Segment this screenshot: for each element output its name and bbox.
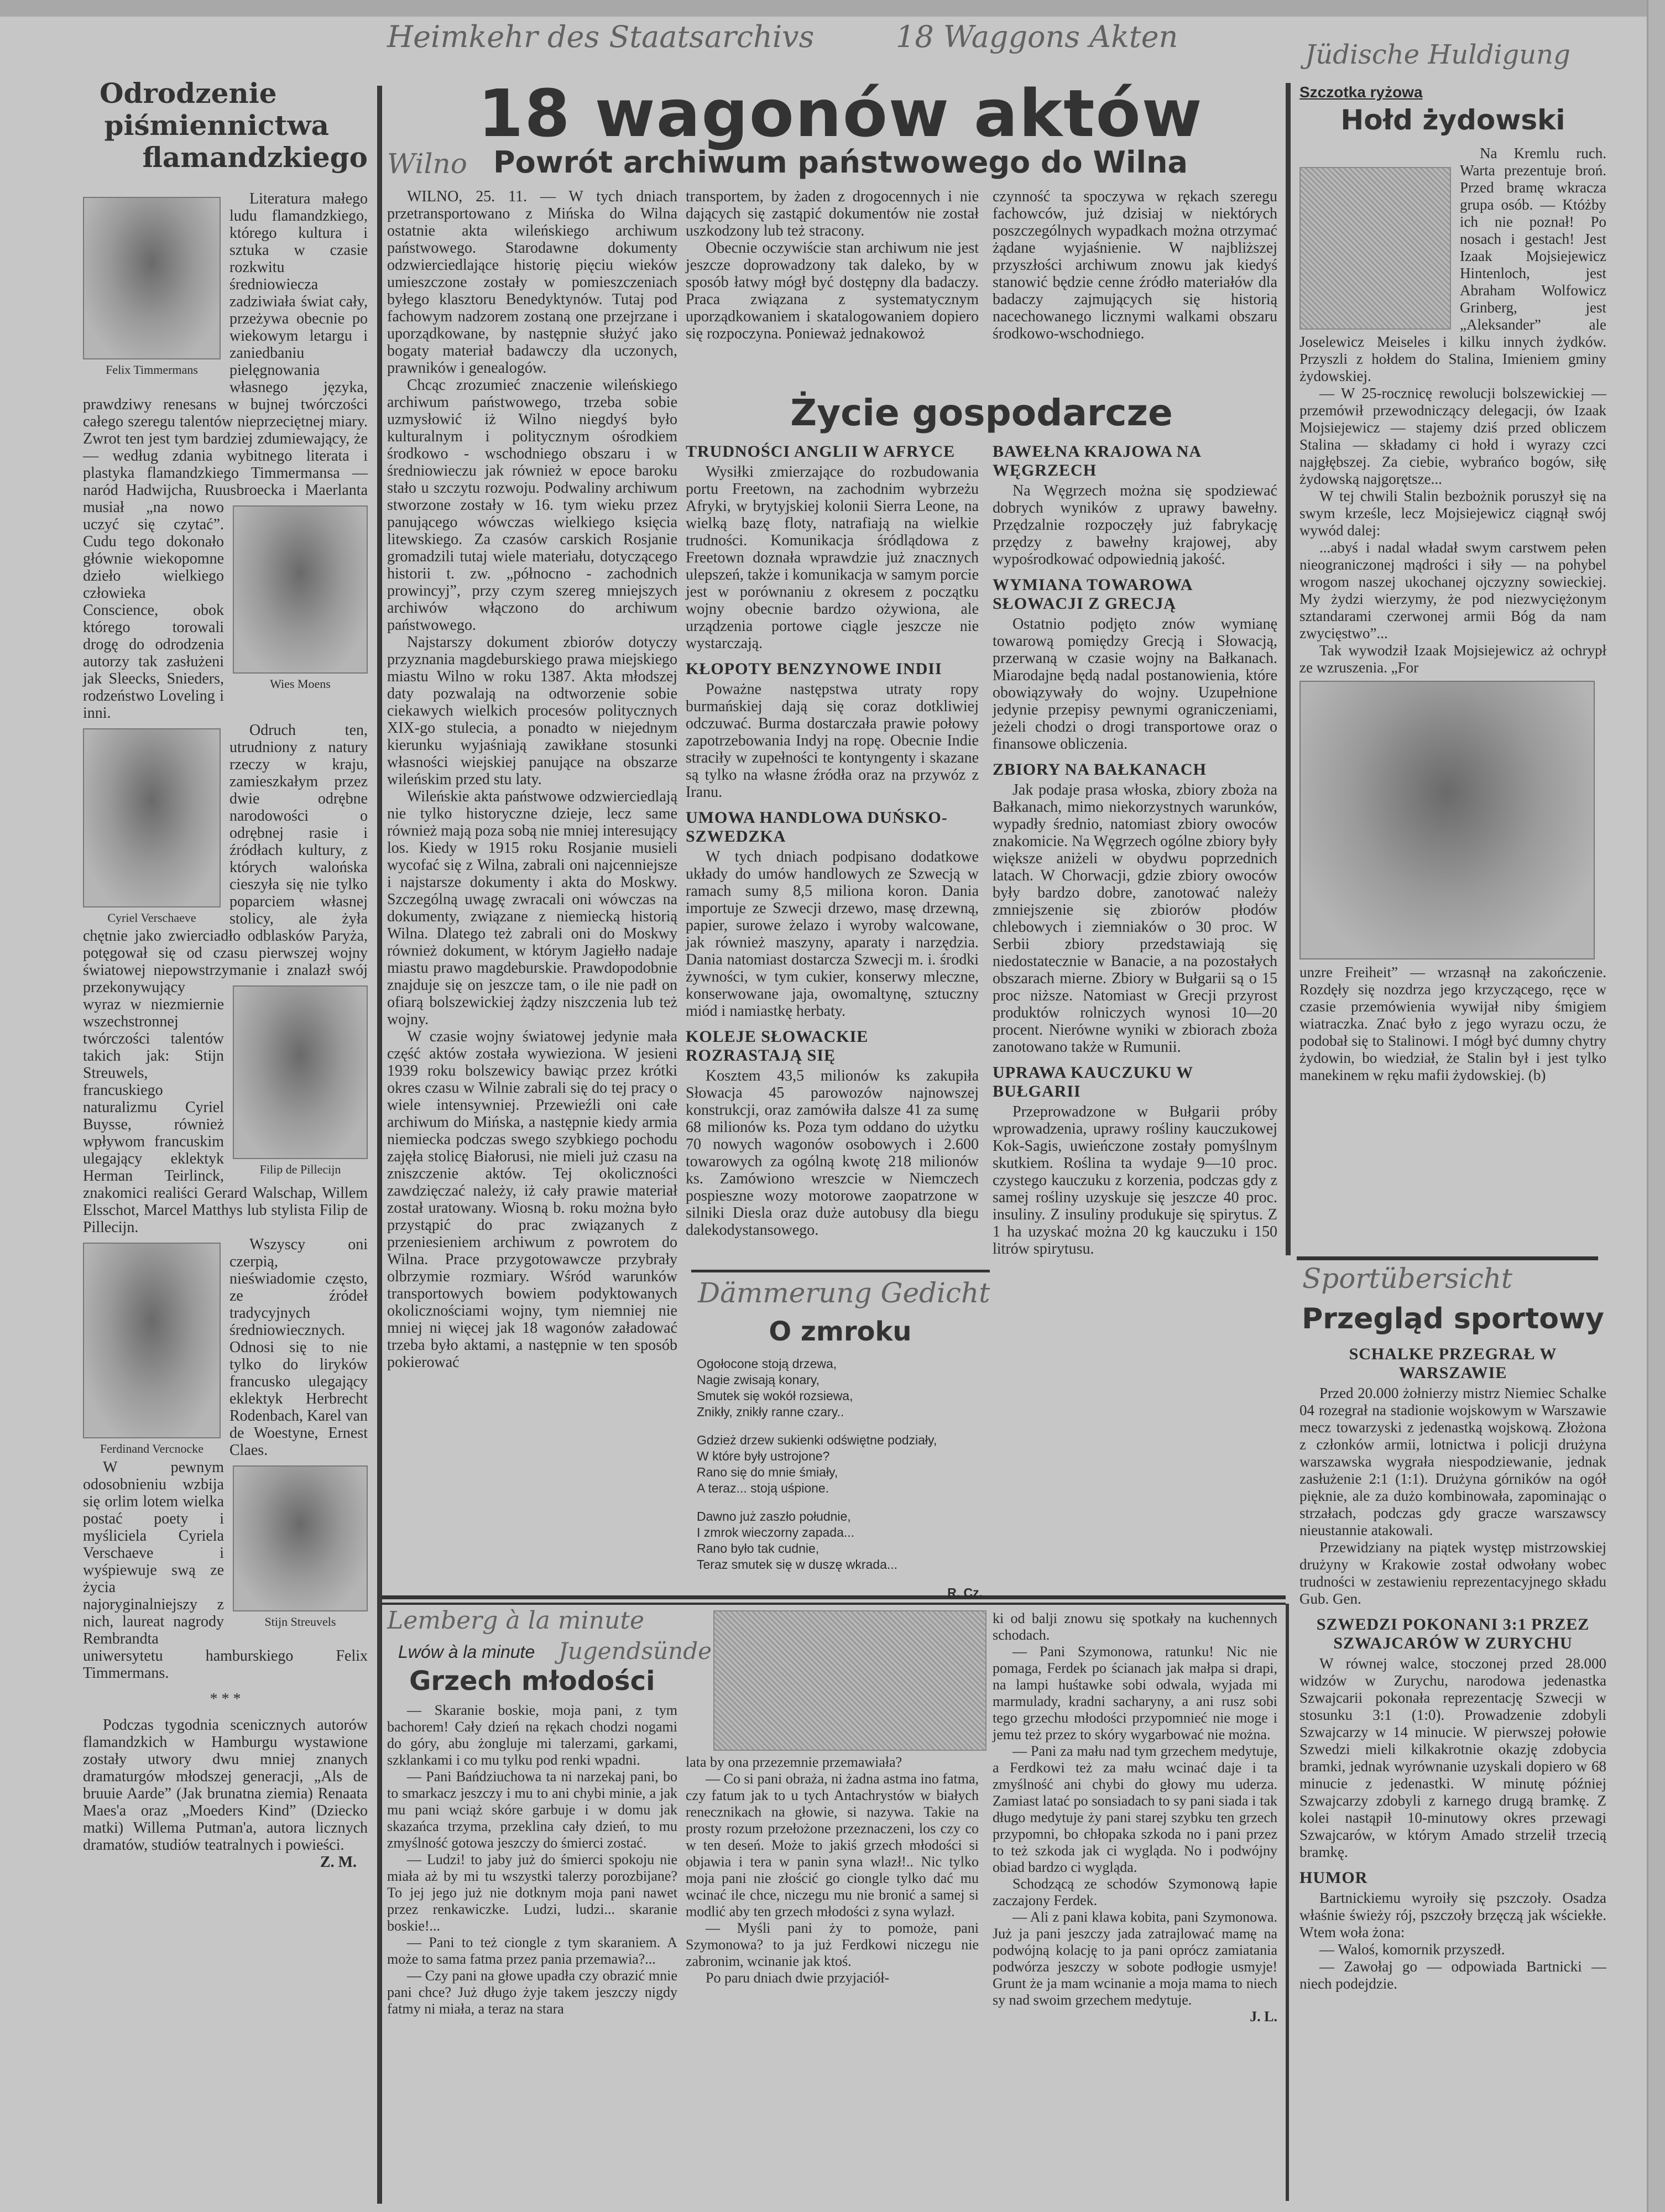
text: UPRAWA KAUCZUKU W BUŁGARII (993, 1063, 1193, 1100)
text: flamandzkiego (142, 141, 368, 174)
text: WYMIANA TOWAROWA SŁOWACJI Z GRECJĄ (993, 576, 1192, 613)
text: Odrodzenie (100, 77, 277, 109)
paragraph: Wileńskie akta państwowe odzwierciedlają nie tylko historyczne dzieje, lecz same również mają poza sobą nie mniej interesujący los. Kiedy w 1915 roku Rosjanie musieli wycofać się z Wilna, zabrali oni najcenniejsze i najstarsze dokumenty i akta do Moskwy. Szczególną uwagę zwracali oni wówczas na dokumenty, związane z niemiecką historią Wilna. Dlatego też zabrali oni do Moskwy również dokument, w którym Jagiełło nadaje miastu prawo magdeburskie. Prawdopodobnie znajduje się on jeszcze tam, o ile nie padł on ofiarą bolszewickiej żądzy niszczenia lub też wojny. (387, 788, 677, 1028)
paragraph: — Zawołaj go — odpowiada Bartnicki — niech podejdzie. (1299, 1958, 1606, 1992)
paragraph (83, 722, 368, 1236)
text: Ogołocone stoją drzewa, (697, 1357, 837, 1371)
text: Znikły, znikły ranne czary.. (697, 1405, 844, 1419)
text: piśmiennictwa (104, 109, 329, 142)
handwritten-note: Jugendsünde (559, 1637, 712, 1665)
photo-figure (233, 502, 368, 691)
paragraph: — Myśli pani ży to pomoże, pani Szymonowa? to ja już Ferdkowi niczegu nie zabronim, wcinanie jak ktoś. (686, 1920, 979, 1969)
text: ZBIORY NA BAŁKANACH (993, 760, 1207, 779)
photo-figure (83, 725, 221, 925)
paragraph: Jak podaje prasa włoska, zbiory zboża na Bałkanach, mimo niekorzystnych warunków, wypadły średnio, natomiast zbiory owoców znakomicie. Na Węgrzech ogólne zbiory były większe aniżeli w obydwu poprzednich latach. W Chorwacji, gdzie zbiory owoców były bardzo dobre, zanotować należy zmniejszenie się zbiorów płodów chlebowych i ziemniaków o 30 proc. W Serbii zbiory przedstawiają się niedostatecznie w Banacie, a na pozostałych obszarach mierne. Zbiory w Bułgarii są o 15 proc niższe. Natomiast w Grecji przyrost produktów rolniczych wynosi 10—20 procent. Nierówne wyniki w zbiorach zboża zanotowano także w Rumunii. (993, 781, 1277, 1056)
text: UMOWA HANDLOWA DUŃSKO-SZWEDZKA (686, 808, 948, 846)
text: Smutek się wokół rozsiewa, (697, 1389, 853, 1403)
poem (692, 1272, 988, 1600)
paragraph: — Waloś, komornik przyszedł. (1319, 1941, 1505, 1958)
story-col-b (686, 1754, 979, 1986)
sport-heading: Przegląd sportowy (1302, 1302, 1604, 1335)
text: Felix Timmermans (106, 363, 198, 377)
article-flemish-literature (83, 77, 368, 1871)
poem-stanza (697, 1509, 988, 1573)
text: Cyriel Verschaeve (107, 911, 196, 925)
column-rule (1286, 1604, 1289, 2201)
paragraph (83, 1459, 368, 1682)
economy-heading: Życie gospodarcze (790, 392, 1173, 434)
section-rule (382, 1603, 1286, 1605)
main-headline: 18 wagonów aktów (478, 75, 1203, 152)
text: A teraz... stoją uśpione. (697, 1481, 829, 1495)
paragraph: Ostatnio podjęto znów wymianę towarową pomiędzy Grecją i Słowacją, przerwaną w czasie wojny na Bałkanach. Miarodajne będą nadal postanowienia, które obowiązywały do wojny. Uzupełnione jedynie przepisy pewnymi ograniczeniami, jeżeli chodzi o drogi transportowe oraz o finansowe obliczenia. (993, 615, 1277, 753)
paragraph: — Pani Szymonowa, ratunku! Nic nie pomaga, Ferdek po ścianach jak małpa si drapi, na lampi huśtawke sobi odwala, wyjada mi marmulady, kradni sacharyny, a ani rusz sobi tego grzechu młodości przypomnieć nie moge i jemu też przez to skóry wygarbować nie można. (993, 1644, 1277, 1743)
paragraph: Po paru dniach dwie przyjaciół- (706, 1970, 890, 1986)
paragraph: Wysiłki zmierzające do rozbudowania portu Freetown, na zachodnim wybrzeżu Afryki, w brytyjskiej kolonii Sierra Leone, na wielką bazę floty, natrafiają na wielkie trudności. Komunikacja śródlądowa z Freetown doznała wprawdzie już znacznych ulepszeń, także i komunikacja w samym porcie jest w porównaniu z okresem z początku wojny obecnie bardzo ożywiona, ale urządzenia portowe ciągle jeszcze nie wystarczają. (686, 463, 979, 652)
article-title: Hołd żydowski (1340, 104, 1565, 136)
paragraph: — Pani za mału nad tym grzechem medytuje, a Ferdkowi też za mału wcinać daje i ta zmyślność ani chybi do głowy mu uderza. Zamiast latać po sonsiadach to sy pani siada i tak długo medytuje ży pani starej szybku ten grzech przypomni, bo chłopaka szkoda no i pani przez to też szkoda jak ci wygląda. No i podwójny obiad bardzo ci wygląda. (993, 1743, 1277, 1875)
handwritten-note: Jüdische Huldigung (1305, 39, 1570, 70)
story-col-c (993, 1610, 1277, 2025)
caricature-portrait (1299, 681, 1595, 959)
economy-col-b (686, 442, 979, 1239)
portrait-photo (83, 728, 221, 907)
text: Dawno już zaszło południe, (697, 1509, 851, 1524)
paragraph: — Co si pani obraża, ni żadna astma ino fatma, czy fatum jak to u tych Antachrystów w białych renecznikach na głowie, si nazywa. Takie na prosty rozum przełożone przeznaczeni, los czy co w ten deseń. Może to jakiś grzech młodości si objawia i tera w panin syna wlazł!.. Nic tylko moja pani nie złościć go ciongle tylko dać mu wcinać ile chce, niczegu mu nie bronić a samej si modlić aby ten grzech młodości z syna wylazł. (686, 1771, 979, 1919)
text: KŁOPOTY BENZYNOWE INDII (686, 660, 942, 678)
handwritten-note: Lemberg à la minute (387, 1606, 645, 1635)
column-rule (377, 86, 382, 2204)
text: Rano było tak cudnie, (697, 1541, 820, 1556)
paragraph: Najstarszy dokument zbiorów dotyczy przyznania magdeburskiego prawa miejskiego miastu Wilno w roku 1387. Akta młodszej daty pozwalają na odtworzenie sobie ciekawych wielkich procesów politycznych XIX-go stulecia, a ponadto w niejednym kierunku wyjaśniają zawikłane stosunki własności wiejskiej panujące na obszarze wileńskim przed stu laty. (387, 634, 677, 788)
poem-stanza (697, 1356, 988, 1420)
separator: * * * (210, 1691, 241, 1708)
paragraph: Obecnie oczywiście stan archiwum nie jest jeszcze doprowadzony tak daleko, by w sposób łatwy mógł być dostępny dla badaczy. Praca związana z systematycznym uporządkowaniem i skatalogowaniem dopiero się rozpoczyna. Ponieważ jednakowoż (686, 239, 979, 342)
paragraph: — Skaranie boskie, moja pani, z tym bachorem! Cały dzień na rękach chodzi nogami do góry, abu żongluje mi talerzami, garkami, szklankami i co mu tylku pod renki wpadni. (387, 1702, 677, 1768)
story-kicker: Lwów à la minute (398, 1642, 535, 1662)
portrait-photo (83, 197, 221, 359)
text: Literatura małego ludu flamandzkiego, którego kultura i sztuka w czasie rozkwitu średniowiecza zadziwiała świat cały, przeżywa obecnie po wiekowym letargu i zaniedbaniu pielęgnowania własnego języka, prawdziwy renesans w bujnej twórczości całego szeregu talentów nieprzeciętnej miary. Zwrot ten jest tym bardziej zdumiewający, że — według zdania wybitnego literata i plastyka flamandzkiego Timmermansa — naród Hadwijcha, Ruusbroecka i Maerlanta (83, 190, 368, 499)
archive-article-col-b (686, 188, 979, 342)
humor-title: HUMOR (1299, 1869, 1368, 1887)
text: musiał „na nowo uczyć się czytać”. Cudu tego dokonało głównie wiekopomne dzieło wielkiego człowieka Conscience, obok którego torowali drogę do odrodzenia autorzy tak zasłużeni jak Sleecks, Snieders, rodzeństwo Loveling i inni. (83, 499, 224, 722)
poem-title: O zmroku (769, 1316, 912, 1347)
paragraph: ...abyś i nadal władał swym carstwem pełen nieograniczonej mądrości i siły — na pohybel wrogom naszej ukochanej ojczyzny sowieckiej. My żydzi wierzymy, że pod niezwyciężonym sztandarami czerwonej armii Bóg da nam zwycięstwo”... (1299, 539, 1606, 641)
text: Wszyscy oni czerpią, nieświadomie często, ze źródeł tradycyjnych średniowiecznych. Odnosi się to nie tylko do liryków francusko ulegający eklektyk Herbrecht Rodenbach, Karel van de Woestyne, Ernest Claes. (229, 1236, 368, 1459)
handwritten-note: Heimkehr des Staatsarchivs (387, 19, 815, 54)
paragraph: W tej chwili Stalin bezbożnik poruszył się na swym krześle, lecz Mojsiejewicz ciągnął swój wywód dalej: (1299, 488, 1606, 539)
text: Stijn Streuvels (264, 1615, 336, 1629)
paragraph: Schodzącą ze schodów Szymonową łapie zaczajony Ferdek. (993, 1876, 1277, 1908)
portrait-photo (233, 985, 368, 1159)
text: Teraz smutek się w duszę wkrada... (697, 1557, 898, 1572)
text: SCHALKE PRZEGRAŁ W WARSZAWIE (1349, 1345, 1557, 1382)
text: Ferdinand Vercnocke (100, 1442, 204, 1455)
paragraph: Przed 20.000 żołnierzy mistrz Niemiec Schalke 04 rozegrał na stadionie wojskowym w Warszawie mecz towarzyski z jedenastką wojskową. Złożona z członków armii, lotnictwa i policji drużyna warszawska wygrała niespodziewanie, jednak zasłużenie 2:1 (1:1). Drużyna górników na ogół pięknie, ale za dużo kombinowała, zapominając o strzałach, podczas gdy gracze warszawscy nieustannie atakowali. (1299, 1385, 1606, 1538)
paragraph: Tak wywodził Izaak Mojsiejewicz aż ochrypł ze wzruszenia. „For (1299, 642, 1606, 676)
paragraph: — Ludzi! to jaby już do śmierci spokoju nie miała aż by mi tu wszystki talerzy porozbijane? To jej jego już nie dotknym moja pani nawet przez renkawiczke. Ludzi, ludzi... skaranie boskie!... (387, 1851, 677, 1934)
text: Gdzież drzew sukienki odświętne podziały, (697, 1433, 937, 1447)
paragraph: — W 25-rocznicę rewolucji bolszewickiej — przemówił przewodniczący delegacji, ów Izaak Mojsiejewicz — stajemy dziś przed obliczem Stalina — składamy ci hołd i wyrazy czci najgłębszej. Za ciebie, wybrańco bogów, siłę żydowską najgorętsze... (1299, 385, 1606, 487)
paragraph: Przeprowadzone w Bułgarii próby wprowadzenia, uprawy rośliny kauczukowej Kok-Sagis, uwieńczone zostały pomyślnym skutkiem. Roślina ta wydaje 9—10 proc. czystego kauczuku z korzenia, podczas gdy z samej rośliny uzyskuje się jeszcze 40 proc. insuliny. Z insuliny produkuje się spirytus. Z 1 ha uzyskać można 20 kg kauczuku i 150 litrów spirytusu. (993, 1103, 1277, 1258)
text: Nagie zwisają konary, (697, 1373, 820, 1387)
paragraph: Podczas tygodnia scenicznych autorów flamandzkich w Hamburgu wystawione zostały utwory dwu mniej znanych dramaturgów młodszej generacji, „Als de bruuie Aarde” (Jak brunatna ziemia) Renaata Maes'a oraz „Moeders Kind” (Dziecko matki) Willema Putman'a, autora licznych dramatów, studiów teatralnych i powieści. (83, 1717, 368, 1854)
section-rule (1297, 1256, 1598, 1260)
paragraph: Poważne następstwa utraty ropy burmańskiej dają się coraz dotkliwiej odczuwać. Burma dostarczała prawie połowy zapotrzebowania Indyj na ropę. Obecnie Indie straciły w zupełności te kontyngenty i skazane są tylko na własne źródła oraz na przywóz z Iranu. (686, 681, 979, 801)
handwritten-note: Wilno (387, 148, 467, 180)
paragraph: W czasie wojny światowej jedynie mała część aktów została wywieziona. W jesieni 1939 roku bolszewicy bawiąc przez krótki okres czasu w Wilnie zabrali się do tej pracy o wiele intensywniej. Przewieźli oni całe archiwum do Mińska, a następnie kiedy armia niemiecka podczas swego szybkiego pochodu zajęła stolicę Białorusi, nie mieli już czasu na zniszczenie aktów. Tej okoliczności zawdzięczać należy, iż cały prawie materiał został uratowany. Wiosną b. roku można było przystąpić do prac związanych z przeniesieniem archiwum z powrotem do Wilna. Prace przygotowawcze przybrały olbrzymie rozmiary. Wśród warunków transportowych bowiem podyktowanych okolicznościami wojny, tym niemniej nie mniej ni więcej jak 18 wagonów załadować trzeba było aktami, a następnie w ten sposób pokierować (387, 1028, 677, 1371)
handwritten-note: 18 Waggons Akten (896, 19, 1178, 54)
photo-figure (83, 194, 221, 377)
article-jewish-homage (1299, 83, 1606, 1084)
text: Wies Moens (270, 677, 331, 691)
cartoon-illustration (713, 1610, 987, 1751)
paragraph: Przewidziany na piątek występ mistrzowskiej drużyny w Krakowie został odwołany wobec trudności w zestawieniu reprezentacyjnego składu Gub. Gen. (1299, 1539, 1606, 1607)
section-kicker: Szczotka ryżowa (1299, 84, 1423, 101)
caricature-drawing (1299, 167, 1451, 330)
archive-article-col-c (993, 188, 1277, 342)
poem-signature: R. Cz. (947, 1585, 983, 1600)
article-title (83, 77, 368, 174)
text: TRUDNOŚCI ANGLII W AFRYCE (686, 442, 956, 461)
paragraph: transportem, by żaden z drogocennych i nie dających się zastąpić dokumentów nie został uszkodzony lub też stracony. (686, 188, 979, 239)
paragraph: — Ali z pani klawa kobita, pani Szymonowa. Już ja pani jeszczy jada zatrajlować mamę na podwójną kolację to ja pani oprócz zamiatania podwórza jeszczy w sobote podłogie usmyje! Grunt że ja mam wcinanie a moja mama to niech sy nad swoim grzechem medytuje. (993, 1909, 1277, 2008)
paragraph: Na Węgrzech można się spodziewać dobrych wyników z uprawy bawełny. Przędzalnie rozpoczęły już fabrykację przędzy z bawełny krajowej, aby wypośrodkować odpowiednią jakość. (993, 482, 1277, 568)
paragraph (83, 1236, 368, 1459)
paragraph: — Pani to też ciongle z tym skaraniem. A może to sama fatma przez pania przemawia?... (387, 1934, 677, 1967)
paragraph: WILNO, 25. 11. — W tych dniach przetransportowano z Mińska do Wilna ostatnie akta wileńskiego archiwum państwowego. Starodawne dokumenty odzwierciedlające historię pięciu wieków umieszczone zostały w pomieszczeniach byłego klasztoru Benedyktynów. Tutaj pod fachowym nadzorem zostaną one przejrzane i uporządkowane, by następnie służyć jako bogaty materiał badawczy dla uczonych, prawników i genealogów. (387, 188, 677, 377)
scan-right-edge (1647, 0, 1665, 2212)
story-title: Grzech młodości (409, 1666, 655, 1697)
paragraph (83, 190, 368, 722)
photo-figure (233, 982, 368, 1177)
paragraph: unzre Freiheit” — wrzasnął na zakończenie. Rozdęły się nozdrza jego krzyczącego, ręce w czasie przemówienia wywijał niby śmigiem wiatraczka. Znać było z jego wyrazu oczu, że podobał się to Stalinowi. I mógł być dumny chytry żydowin, bo wiedział, że Stalin był i jest tylko manekinem w ręku mafii żydowskiej. (b) (1299, 964, 1606, 1083)
paragraph: W tych dniach podpisano dodatkowe układy do umów handlowych ze Szwecją w ramach sumy 8,5 miliona koron. Dania importuje ze Szwecji drzewo, masę drzewną, papier, surowe żelazo i wyroby walcowane, jak również maszyny, aparaty i narzędzia. Dania natomiast dostarcza Szwecji m. i. środki żywności, w tym cukier, konserwy mleczne, konserwowane jaja, owomaltynę, sztuczny miód i namiastkę herbaty. (686, 848, 979, 1020)
sport-section (1299, 1301, 1606, 1992)
text: W które były ustrojone? (697, 1449, 830, 1463)
paragraph: czynność ta spoczywa w rękach szeregu fachowców, już dzisiaj w niektórych poszczególnych wypadkach można otrzymać żądane wyjaśnienie. W najbliższej przyszłości archiwum znowu jak kiedyś stanowić będzie cenne źródło materiałów dla badaczy zajmujących się historią nacechowanego licznymi walkami obszaru środkowo-wschodniego. (993, 188, 1277, 342)
text: BAWEŁNA KRAJOWA NA WĘGRZECH (993, 442, 1201, 479)
portrait-photo (233, 1465, 368, 1611)
photo-figure (83, 1239, 221, 1456)
paragraph: Bartnickiemu wyroiły się pszczoły. Osadza właśnie świeży rój, pszczoły brzęczą jak wściekłe. Wtem woła żona: (1299, 1890, 1606, 1940)
photo-figure (233, 1462, 368, 1629)
handwritten-note: Sportübersicht (1302, 1262, 1513, 1295)
paragraph: lata by ona przezemnie przemawiała? (686, 1754, 902, 1770)
handwritten-note: Dämmerung Gedicht (698, 1277, 990, 1309)
economy-col-c (993, 442, 1277, 1258)
text: SZWEDZI POKONANI 3:1 PRZEZ SZWAJCARÓW W ZURYCHU (1316, 1615, 1590, 1652)
text: Odruch ten, utrudniony z natury rzeczy w kraju, zamieszkałym przez dwie odrębne narodowości o odrębnej rasie i źródłach kultury, z których walońska cieszyła się nie tylko poparciem własnej stolicy, ale żyła chętnie jako zwierciadło odblasków Paryża, potęgował się od czasu pierwszej wojny światowej niepowstrzymanie i znalazł swój (83, 722, 368, 979)
text: przekonywujący wyraz w niezmiernie wszechstronnej twórczości talentów takich jak: Stijn Streuwels, francuskiego naturalizmu Cyriel Buysse, również wpływom francuskim ulegający eklektyk Herman Teirlinck, znakomici realiści Gerard Walschap, Willem Elsschot, Marcel Matthys lub stylista Filip de Pillecijn. (83, 979, 368, 1236)
paragraph: — Pani Bańdziuchowa ta ni narzekaj pani, bo to smarkacz jeszczy i mu to ani chybi minie, a jak mu pani wciąż skóre garbuje i w domu jak skazańca trzyma, przeklina cały dzień, to mu zmyślność gotowa jeszczy do śmierci zostać. (387, 1768, 677, 1851)
text: Filip de Pillecijn (259, 1162, 341, 1176)
main-subheadline: Powrót archiwum państwowego do Wilna (493, 145, 1188, 180)
paragraph: — Czy pani na głowe upadła czy obrazić mnie pani chce? Już długo żyje takem jeszczy nigdy fatmy ni miała, a teraz na stara (387, 1968, 677, 2017)
paragraph: ki od balji znowu się spotkały na kuchennych schodach. (993, 1610, 1277, 1643)
scan-top-edge (0, 0, 1665, 17)
story-col-a (387, 1702, 677, 2017)
poem-stanza (697, 1432, 988, 1496)
portrait-photo (233, 505, 368, 674)
text: Na Kremlu ruch. Warta prezentuje broń. Przed bramę wkracza grupa osób. — Któżby ich nie poznał! Po nosach i gestach! Jest Izaak Mojsiejewicz Hintenloch, jest Abraham Wolfowicz Grinberg, jest „Aleksander” ale Joselewicz Meiseles i kilku innych żydków. Przyszli z hołdem do Stalina, Imieniem gminy żydowskiej. (1299, 145, 1606, 384)
signature: Z. M. (320, 1854, 357, 1871)
text: KOLEJE SŁOWACKIE ROZRASTAJĄ SIĘ (686, 1027, 869, 1065)
story-signature: J. L. (1250, 2008, 1277, 2025)
portrait-photo (83, 1243, 221, 1438)
column-rule (1286, 83, 1291, 1255)
text: W pewnym odosobnieniu wzbija się orlim lotem wielka postać poety i myśliciela Cyriela Verschaeve i wyśpiewuje swą ze życia najoryginalniejszy z nich, laureat nagrody Rembrandta uniwersytetu hamburskiego Felix Timmermans. (83, 1459, 368, 1682)
paragraph: Chcąc zrozumieć znaczenie wileńskiego archiwum państwowego, trzeba sobie uzmysłowić iż Wilno niegdyś było kulturalnym i politycznym ośrodkiem środkowo - wschodniego obszaru i w średniowieczu jak również w epoce baroku stało u szczytu rozwoju. Podwaliny archiwum stworzone zostały w 16. tym wieku przez panującego wówczas wielkiego księcia litewskiego. Za czasów carskich Rosjanie gromadzili tutaj wiele materiału, dotyczącego historii t. zw. „północno - zachodnich prowincyj”, przy czym szereg mniejszych archiwów włączono do archiwum państwowego. (387, 377, 677, 634)
text: Rano się do mnie śmiały, (697, 1465, 838, 1479)
paragraph: W równej walce, stoczonej przed 28.000 widzów w Zurychu, narodowa jedenastka Szwajcarii pokonała reprezentację Szwecji w stosunku 3:1 (1:0). Prowadzenie zdobyli Szwajcarzy w 14 minucie. W pierwszej połowie Szwedzi mieli kilkakrotnie okazję zdobycia bramki, jednak wyrównanie uzyskali dopiero w 68 minucie z jedenastki. W minutę później Szwajcarzy zdobyli z karnego drugą bramkę. Z kolei nastąpił 10-minutowy okres przewagi Szwajcarów, w którym Amado strzelił trzecią bramkę. (1299, 1655, 1606, 1860)
archive-article-col-a (387, 188, 677, 1371)
paragraph: Kosztem 43,5 milionów ks zakupiła Słowacja 45 parowozów najnowszej konstrukcji, oraz zamówiła dalsze 41 za sumę 68 milionów ks. Poza tym oddano do użytku 70 nowych wagonów osobowych i 2.600 towarowych za ogólną kwotę 218 milionów ks. Zamówiono wreszcie w Niemczech pospieszne wozy motorowe zaopatrzone w silniki Diesla oraz duże autobusy dla biegu dalekodystansowego. (686, 1067, 979, 1239)
text: I zmrok wieczorny zapada... (697, 1525, 855, 1540)
